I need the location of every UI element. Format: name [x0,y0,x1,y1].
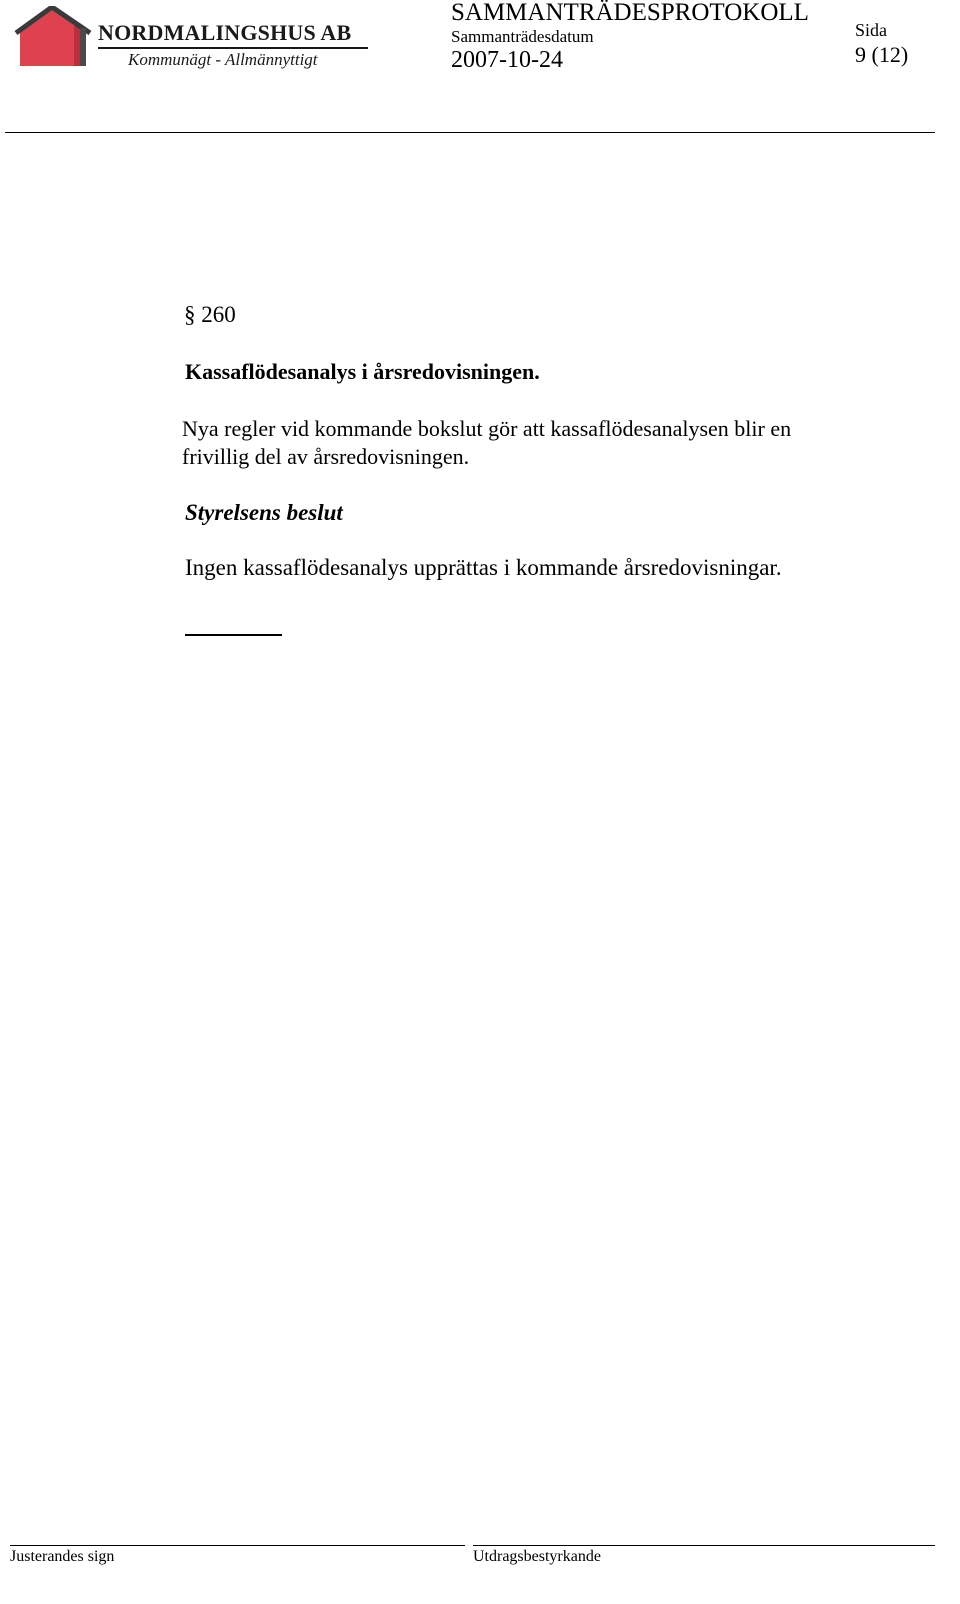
footer-divider-right [473,1545,935,1546]
logo-divider [98,47,368,49]
company-tagline: Kommunägt - Allmännyttigt [128,50,318,69]
section-heading: Kassaflödesanalys i årsredovisningen. [185,359,540,384]
document-title: SAMMANTRÄDESPROTOKOLL [451,0,809,26]
decision-text: Ingen kassaflödesanalys upprättas i kommande årsredovisningar. [185,555,782,580]
body-paragraph [182,415,902,471]
company-logo [14,6,374,70]
adjuster-signature-label: Justerandes sign [10,1548,115,1565]
decision-heading: Styrelsens beslut [185,500,343,525]
section-number: § 260 [184,302,236,327]
meeting-date-label: Sammanträdesdatum [451,27,594,46]
house-logo-icon [14,6,96,70]
body-line: frivillig del av årsredovisningen. [182,444,470,469]
page-label: Sida [855,20,888,40]
section-end-rule [185,634,282,636]
company-name: NORDMALINGSHUS AB [98,20,352,45]
page-number: 9 (12) [855,42,909,67]
meeting-date-value: 2007-10-24 [451,47,563,73]
body-line: Nya regler vid kommande bokslut gör att kassaflödesanalysen blir en [182,416,792,441]
footer-divider-left [10,1545,465,1546]
extract-certification-label: Utdragsbestyrkande [473,1548,601,1565]
header-divider [5,132,935,133]
